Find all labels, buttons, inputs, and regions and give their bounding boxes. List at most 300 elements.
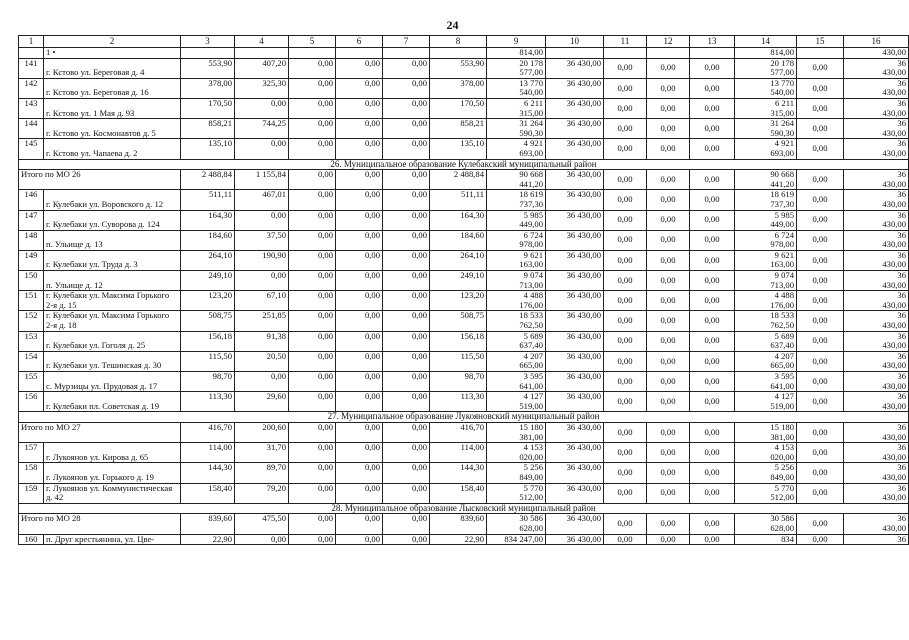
table-row	[19, 210, 909, 230]
value-cell: 0,00	[289, 58, 336, 78]
value-cell: 36 430,00	[844, 392, 909, 412]
value-cell: 0,00	[336, 392, 383, 412]
row-number: 149	[19, 250, 44, 270]
value-cell: 0,00	[604, 250, 647, 270]
address-cell: г. Кулебаки ул. Суворова д. 124	[44, 210, 181, 230]
value-cell: 0,00	[383, 331, 430, 351]
value-cell: 91,38	[235, 331, 289, 351]
value-cell: 0,00	[383, 250, 430, 270]
table-row	[19, 98, 909, 118]
value-cell: 31 264 590,30	[487, 119, 546, 139]
value-cell: 36 430,00	[844, 190, 909, 210]
value-cell: 36 430,00	[546, 58, 604, 78]
row-number: 152	[19, 311, 44, 331]
value-cell: 36 430,00	[844, 230, 909, 250]
value-cell: 430,00	[844, 48, 909, 59]
value-cell: 36 430,00	[546, 463, 604, 483]
value-cell: 0,00	[383, 98, 430, 118]
value-cell: 0,00	[383, 311, 430, 331]
value-cell: 249,10	[181, 271, 235, 291]
value-cell: 858,21	[181, 119, 235, 139]
value-cell: 416,70	[181, 422, 235, 442]
value-cell: 36 430,00	[546, 291, 604, 311]
value-cell: 5 256 849,00	[735, 463, 797, 483]
value-cell: 18 533 762,50	[735, 311, 797, 331]
value-cell: 36 430,00	[546, 119, 604, 139]
value-cell: 467,01	[235, 190, 289, 210]
value-cell: 36 430,00	[844, 514, 909, 534]
value-cell: 0,00	[604, 514, 647, 534]
value-cell: 0,00	[336, 443, 383, 463]
value-cell: 115,50	[430, 351, 487, 371]
value-cell: 36 430,00	[546, 271, 604, 291]
value-cell: 0,00	[336, 372, 383, 392]
value-cell: 0,00	[383, 230, 430, 250]
column-number: 7	[383, 36, 430, 48]
value-cell: 0,00	[797, 98, 844, 118]
value-cell: 0,00	[797, 78, 844, 98]
value-cell: 36 430,00	[546, 331, 604, 351]
value-cell: 5 689 637,40	[487, 331, 546, 351]
value-cell	[383, 48, 430, 59]
value-cell: 6 724 978,00	[487, 230, 546, 250]
total-label: Итого по МО 27	[19, 422, 181, 442]
row-number: 157	[19, 443, 44, 463]
value-cell: 36 430,00	[844, 119, 909, 139]
value-cell: 0,00	[647, 190, 690, 210]
value-cell: 0,00	[797, 422, 844, 442]
value-cell: 36 430,00	[844, 463, 909, 483]
value-cell: 123,20	[181, 291, 235, 311]
value-cell: 2 488,84	[181, 170, 235, 190]
value-cell: 0,00	[383, 463, 430, 483]
value-cell: 0,00	[797, 250, 844, 270]
value-cell: 0,00	[604, 139, 647, 159]
value-cell: 30 586 628,00	[735, 514, 797, 534]
value-cell: 114,00	[430, 443, 487, 463]
value-cell: 0,00	[797, 170, 844, 190]
value-cell: 0,00	[235, 271, 289, 291]
value-cell	[430, 48, 487, 59]
value-cell	[604, 48, 647, 59]
value-cell: 378,00	[430, 78, 487, 98]
value-cell: 0,00	[690, 210, 735, 230]
value-cell: 0,00	[647, 291, 690, 311]
address-cell: п. Ульище д. 12	[44, 271, 181, 291]
value-cell: 36 430,00	[546, 139, 604, 159]
table-row	[19, 139, 909, 159]
table-row	[19, 443, 909, 463]
value-cell: 0,00	[289, 463, 336, 483]
row-number: 142	[19, 78, 44, 98]
value-cell: 0,00	[383, 139, 430, 159]
value-cell: 36 430,00	[546, 311, 604, 331]
value-cell: 475,50	[235, 514, 289, 534]
value-cell: 0,00	[797, 210, 844, 230]
value-cell: 0,00	[289, 250, 336, 270]
value-cell: 0,00	[604, 98, 647, 118]
value-cell: 416,70	[430, 422, 487, 442]
value-cell: 158,40	[181, 483, 235, 503]
value-cell: 0,00	[690, 392, 735, 412]
value-cell: 0,00	[383, 210, 430, 230]
page-number: 24	[446, 18, 459, 32]
value-cell: 0,00	[604, 58, 647, 78]
table-row	[19, 372, 909, 392]
row-number: 147	[19, 210, 44, 230]
value-cell: 144,30	[430, 463, 487, 483]
address-cell: п. Ульище д. 13	[44, 230, 181, 250]
table-row	[19, 58, 909, 78]
value-cell: 0,00	[690, 463, 735, 483]
value-cell: 0,00	[797, 483, 844, 503]
value-cell: 0,00	[289, 534, 336, 545]
column-number: 8	[430, 36, 487, 48]
value-cell: 0,00	[690, 422, 735, 442]
column-number: 11	[604, 36, 647, 48]
value-cell: 0,00	[647, 514, 690, 534]
value-cell: 0,00	[797, 58, 844, 78]
address-cell: п. Друг крестьянина, ул. Цве-	[44, 534, 181, 545]
row-number: 141	[19, 58, 44, 78]
value-cell: 36 430,00	[844, 210, 909, 230]
row-number	[19, 48, 44, 59]
section-header-row	[19, 503, 909, 514]
value-cell: 0,00	[383, 372, 430, 392]
column-number: 9	[487, 36, 546, 48]
value-cell: 0,00	[604, 311, 647, 331]
value-cell	[235, 48, 289, 59]
row-number: 146	[19, 190, 44, 210]
value-cell: 0,00	[383, 78, 430, 98]
value-cell: 36 430,00	[546, 98, 604, 118]
value-cell: 325,30	[235, 78, 289, 98]
value-cell: 0,00	[604, 483, 647, 503]
value-cell: 0,00	[604, 372, 647, 392]
value-cell: 200,60	[235, 422, 289, 442]
value-cell: 0,00	[604, 119, 647, 139]
value-cell: 135,10	[430, 139, 487, 159]
value-cell: 22,90	[181, 534, 235, 545]
value-cell: 5 689 637,40	[735, 331, 797, 351]
address-cell: г. Кулебаки ул. Максима Горького 2-я д. 15	[44, 291, 181, 311]
value-cell: 0,00	[289, 210, 336, 230]
value-cell: 114,00	[181, 443, 235, 463]
value-cell: 0,00	[289, 483, 336, 503]
value-cell: 0,00	[797, 331, 844, 351]
value-cell: 0,00	[797, 514, 844, 534]
column-number: 3	[181, 36, 235, 48]
value-cell: 164,30	[430, 210, 487, 230]
value-cell: 0,00	[797, 351, 844, 371]
column-number: 16	[844, 36, 909, 48]
value-cell: 0,00	[604, 443, 647, 463]
total-row	[19, 170, 909, 190]
value-cell: 0,00	[383, 58, 430, 78]
value-cell: 90 668 441,20	[487, 170, 546, 190]
value-cell: 36 430,00	[844, 58, 909, 78]
value-cell: 814,00	[735, 48, 797, 59]
table-body	[19, 36, 909, 545]
value-cell: 0,00	[289, 98, 336, 118]
section-title: 27. Муниципальное образование Лукояновский муниципальный район	[19, 412, 909, 423]
value-cell: 0,00	[289, 271, 336, 291]
value-cell: 839,60	[181, 514, 235, 534]
value-cell: 36 430,00	[546, 372, 604, 392]
value-cell: 0,00	[647, 58, 690, 78]
value-cell: 4 921 693,00	[487, 139, 546, 159]
value-cell: 144,30	[181, 463, 235, 483]
row-number: 143	[19, 98, 44, 118]
value-cell: 0,00	[647, 311, 690, 331]
value-cell: 36 430,00	[844, 443, 909, 463]
value-cell: 0,00	[797, 372, 844, 392]
register-table	[18, 35, 909, 545]
value-cell: 0,00	[690, 170, 735, 190]
value-cell: 0,00	[690, 119, 735, 139]
value-cell: 36	[844, 534, 909, 545]
value-cell: 9 074 713,00	[735, 271, 797, 291]
value-cell: 0,00	[690, 331, 735, 351]
value-cell: 0,00	[604, 422, 647, 442]
column-number: 12	[647, 36, 690, 48]
value-cell: 0,00	[336, 483, 383, 503]
value-cell: 0,00	[383, 392, 430, 412]
table-row	[19, 190, 909, 210]
value-cell: 20 178 577,00	[735, 58, 797, 78]
value-cell: 0,00	[690, 98, 735, 118]
total-row	[19, 422, 909, 442]
value-cell: 36 430,00	[844, 250, 909, 270]
value-cell: 0,00	[235, 534, 289, 545]
address-cell: г. Кстово ул. Береговая д. 4	[44, 58, 181, 78]
value-cell: 18 619 737,30	[487, 190, 546, 210]
value-cell: 36 430,00	[844, 483, 909, 503]
value-cell: 36 430,00	[546, 78, 604, 98]
value-cell: 0,00	[690, 372, 735, 392]
table-row	[19, 271, 909, 291]
value-cell: 251,85	[235, 311, 289, 331]
value-cell: 0,00	[604, 190, 647, 210]
value-cell: 0,00	[690, 250, 735, 270]
value-cell: 0,00	[383, 483, 430, 503]
value-cell: 508,75	[181, 311, 235, 331]
value-cell: 0,00	[235, 139, 289, 159]
value-cell: 164,30	[181, 210, 235, 230]
value-cell: 2 488,84	[430, 170, 487, 190]
value-cell: 0,00	[604, 170, 647, 190]
value-cell: 0,00	[383, 514, 430, 534]
row-number: 144	[19, 119, 44, 139]
value-cell: 0,00	[647, 250, 690, 270]
value-cell: 0,00	[289, 331, 336, 351]
value-cell: 36 430,00	[546, 483, 604, 503]
value-cell: 13 770 540,00	[735, 78, 797, 98]
value-cell: 36 430,00	[546, 534, 604, 545]
value-cell: 0,00	[647, 331, 690, 351]
value-cell: 4 921 693,00	[735, 139, 797, 159]
value-cell: 0,00	[647, 534, 690, 545]
value-cell: 0,00	[797, 139, 844, 159]
value-cell: 0,00	[336, 250, 383, 270]
value-cell: 0,00	[690, 230, 735, 250]
row-number: 160	[19, 534, 44, 545]
value-cell: 0,00	[647, 119, 690, 139]
value-cell: 6 211 315,00	[735, 98, 797, 118]
value-cell: 36 430,00	[546, 250, 604, 270]
column-number: 14	[735, 36, 797, 48]
value-cell: 190,90	[235, 250, 289, 270]
value-cell: 36 430,00	[546, 514, 604, 534]
total-label: Итого по МО 26	[19, 170, 181, 190]
value-cell: 5 985 449,00	[487, 210, 546, 230]
value-cell: 36 430,00	[546, 210, 604, 230]
value-cell: 0,00	[383, 190, 430, 210]
value-cell: 0,00	[690, 271, 735, 291]
row-number: 150	[19, 271, 44, 291]
value-cell: 0,00	[336, 331, 383, 351]
carry-over-row	[19, 48, 909, 59]
value-cell: 0,00	[690, 291, 735, 311]
value-cell: 30 586 628,00	[487, 514, 546, 534]
value-cell	[690, 48, 735, 59]
value-cell: 5 770 512,00	[487, 483, 546, 503]
value-cell: 18 619 737,30	[735, 190, 797, 210]
value-cell: 407,20	[235, 58, 289, 78]
value-cell: 0,00	[336, 230, 383, 250]
value-cell: 0,00	[690, 139, 735, 159]
value-cell: 4 127 519,00	[735, 392, 797, 412]
value-cell: 0,00	[690, 190, 735, 210]
value-cell: 135,10	[181, 139, 235, 159]
value-cell: 0,00	[383, 351, 430, 371]
value-cell: 36 430,00	[844, 271, 909, 291]
value-cell: 36 430,00	[546, 170, 604, 190]
value-cell: 0,00	[336, 139, 383, 159]
value-cell: 36 430,00	[546, 392, 604, 412]
value-cell: 29,60	[235, 392, 289, 412]
row-number: 153	[19, 331, 44, 351]
value-cell: 0,00	[647, 271, 690, 291]
column-number: 15	[797, 36, 844, 48]
value-cell: 79,20	[235, 483, 289, 503]
address-cell: г. Лукоянов ул. Горького д. 19	[44, 463, 181, 483]
value-cell: 0,00	[235, 98, 289, 118]
value-cell: 0,00	[336, 291, 383, 311]
value-cell: 184,60	[430, 230, 487, 250]
value-cell: 0,00	[289, 291, 336, 311]
table-row	[19, 483, 909, 503]
value-cell: 0,00	[383, 291, 430, 311]
value-cell: 156,18	[181, 331, 235, 351]
section-title: 26. Муниципальное образование Кулебакский муниципальный район	[19, 159, 909, 170]
value-cell: 0,00	[797, 534, 844, 545]
value-cell: 839,60	[430, 514, 487, 534]
value-cell: 0,00	[289, 443, 336, 463]
address-cell: г. Лукоянов ул. Кирова д. 65	[44, 443, 181, 463]
value-cell: 170,50	[430, 98, 487, 118]
table-row	[19, 78, 909, 98]
address-cell: г. Кстово ул. 1 Мая д. 93	[44, 98, 181, 118]
value-cell: 0,00	[604, 392, 647, 412]
section-header-row	[19, 412, 909, 423]
address-cell: г. Кстово ул. Береговая д. 16	[44, 78, 181, 98]
column-number: 2	[44, 36, 181, 48]
value-cell: 0,00	[647, 230, 690, 250]
value-cell: 9 621 163,00	[735, 250, 797, 270]
value-cell: 0,00	[604, 463, 647, 483]
value-cell: 264,10	[430, 250, 487, 270]
value-cell: 158,40	[430, 483, 487, 503]
value-cell: 0,00	[647, 351, 690, 371]
value-cell: 0,00	[690, 351, 735, 371]
value-cell: 0,00	[235, 210, 289, 230]
value-cell: 4 207 665,00	[735, 351, 797, 371]
value-cell: 31 264 590,30	[735, 119, 797, 139]
table-row	[19, 230, 909, 250]
value-cell: 0,00	[647, 483, 690, 503]
value-cell: 0,00	[647, 443, 690, 463]
value-cell: 6 724 978,00	[735, 230, 797, 250]
value-cell: 22,90	[430, 534, 487, 545]
value-cell: 0,00	[336, 119, 383, 139]
row-number: 151	[19, 291, 44, 311]
value-cell: 18 533 762,50	[487, 311, 546, 331]
value-cell: 0,00	[647, 170, 690, 190]
value-cell: 0,00	[336, 210, 383, 230]
value-cell: 5 770 512,00	[735, 483, 797, 503]
column-number: 13	[690, 36, 735, 48]
value-cell: 0,00	[647, 210, 690, 230]
value-cell: 0,00	[690, 483, 735, 503]
total-label: Итого по МО 28	[19, 514, 181, 534]
value-cell: 0,00	[647, 392, 690, 412]
value-cell: 0,00	[336, 351, 383, 371]
value-cell: 31,70	[235, 443, 289, 463]
value-cell: 0,00	[797, 443, 844, 463]
value-cell: 511,11	[430, 190, 487, 210]
value-cell: 36 430,00	[844, 291, 909, 311]
value-cell: 0,00	[235, 372, 289, 392]
value-cell: 36 430,00	[844, 170, 909, 190]
address-cell: г. Кулебаки ул. Труда д. 3	[44, 250, 181, 270]
value-cell: 36 430,00	[844, 98, 909, 118]
value-cell: 1 155,84	[235, 170, 289, 190]
table-row	[19, 463, 909, 483]
table-row	[19, 291, 909, 311]
column-number-row	[19, 36, 909, 48]
value-cell: 36 430,00	[844, 78, 909, 98]
value-cell: 744,25	[235, 119, 289, 139]
value-cell: 858,21	[430, 119, 487, 139]
value-cell: 98,70	[181, 372, 235, 392]
value-cell: 156,18	[430, 331, 487, 351]
value-cell: 0,00	[383, 170, 430, 190]
value-cell	[181, 48, 235, 59]
value-cell: 0,00	[383, 422, 430, 442]
value-cell: 0,00	[336, 98, 383, 118]
value-cell	[546, 48, 604, 59]
value-cell: 0,00	[336, 422, 383, 442]
value-cell: 0,00	[336, 534, 383, 545]
value-cell: 0,00	[336, 58, 383, 78]
value-cell: 0,00	[647, 422, 690, 442]
value-cell: 98,70	[430, 372, 487, 392]
value-cell: 0,00	[289, 372, 336, 392]
value-cell: 0,00	[690, 514, 735, 534]
value-cell: 378,00	[181, 78, 235, 98]
column-number: 6	[336, 36, 383, 48]
